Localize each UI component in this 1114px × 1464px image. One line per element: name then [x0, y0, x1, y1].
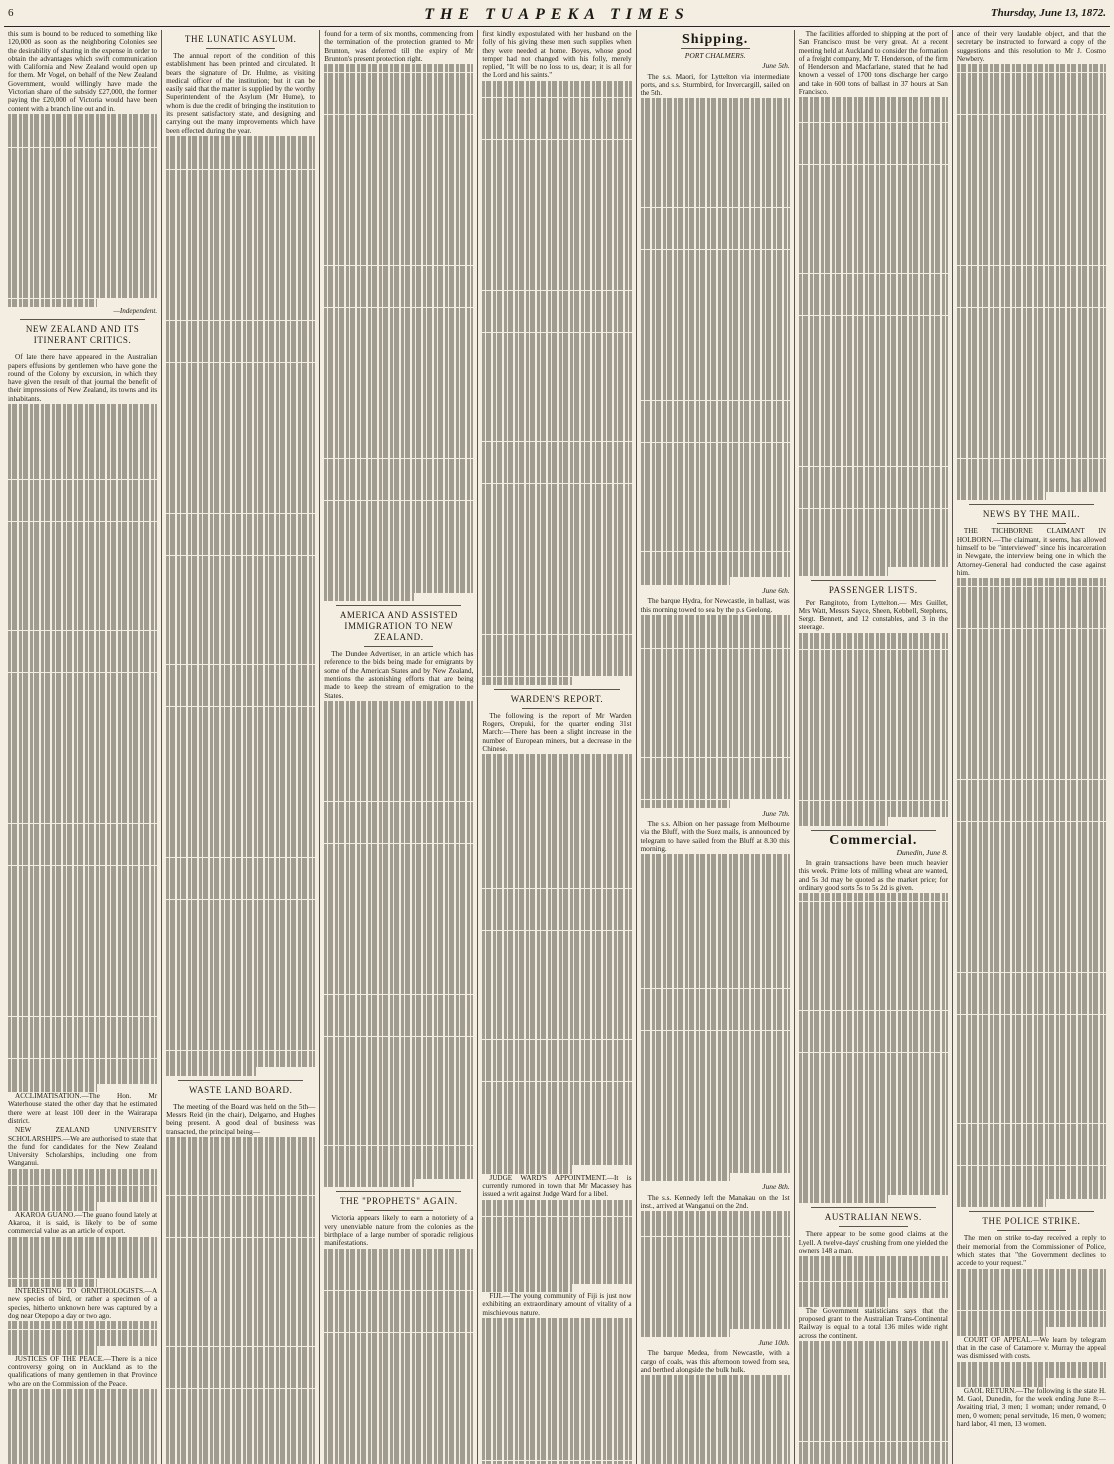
- column-3: [320, 30, 478, 1464]
- text-block: [799, 1341, 948, 1464]
- text-block: [324, 1249, 473, 1464]
- text-block: [8, 1321, 157, 1354]
- article-heading: AUSTRALIAN NEWS.: [824, 1212, 922, 1223]
- news-item: COURT OF APPEAL.—We learn by telegram that in the case of Catamore v. Murray the appeal was dismissed with costs.: [956, 1335, 1106, 1361]
- news-item: INTERESTING TO ORNITHOLOGISTS.—A new species of bird, or rather a specimen of a species, hitherto unknown here was captured by a dog near Otepopo a day or two ago.: [8, 1286, 158, 1320]
- divider: [178, 1080, 303, 1081]
- article-heading: THE "PROPHETS" AGAIN.: [339, 1196, 458, 1207]
- text-block: [8, 404, 157, 1092]
- news-item: NEW ZEALAND UNIVERSITY SCHOLARSHIPS.—We are authorised to state that the fund for candidates for the New Zealand University Scholarships, including one from Wanganui.: [8, 1126, 158, 1168]
- divider: [206, 1099, 275, 1100]
- article-text: The annual report of the condition of this establishment has been printed and circulated. It bears the signature of Dr. Hulme, as visiting medical officer of the institution; but it can be easily said that the matter is supplied by the worthy Superintendent of the Asylum (Mr Hume), to whom is due the credit of bringing the institution to its present satisfactory state, and designing and carrying out the many improvements which have been effected during the year.: [166, 52, 316, 135]
- text-block: [482, 1318, 631, 1464]
- text-block: [324, 64, 473, 601]
- text-block: [957, 1362, 1106, 1387]
- dateline: June 10th.: [758, 1338, 790, 1348]
- column-4: [478, 30, 636, 1464]
- divider: [969, 504, 1094, 505]
- news-item: FIJI.—The young community of Fiji is just now exhibiting an extraordinary amount of vitality of a mischievous nature.: [482, 1292, 632, 1317]
- text-block: [641, 1375, 790, 1464]
- column-6: [795, 30, 953, 1464]
- article-text: ance of their very laudable object, and that the secretary be instructed to forward a copy of the suggestions and this resolution to Mr J. Cosmo Newbery.: [956, 30, 1106, 63]
- news-item: JUSTICES OF THE PEACE.—There is a nice controversy going on in Auckland as to the qualifications of many gentlemen in that Province who are on the Commission of the Peace.: [8, 1354, 158, 1388]
- article-heading: NEWS BY THE MAIL.: [982, 509, 1081, 520]
- text-block: [641, 615, 790, 808]
- dateline: June 7th.: [762, 808, 790, 818]
- shipping-item: The barque Hydra, for Newcastle, in ballast, was this morning towed to sea by the p.s Geelong.: [640, 597, 790, 614]
- divider: [969, 1211, 1094, 1212]
- section-subheading: PORT CHALMERS.: [684, 51, 746, 60]
- text-block: [482, 81, 631, 685]
- text-block: [641, 98, 790, 585]
- article-text: Victoria appears likely to earn a notoriety of a very unenviable nature from the colonies as the birthplace of a large number of sporadic religious manifestations.: [324, 1214, 474, 1248]
- divider: [997, 1230, 1066, 1231]
- masthead: [4, 4, 1110, 27]
- divider: [206, 48, 275, 49]
- article-heading: AMERICA AND ASSISTED IMMIGRATION TO NEW ZEALAND.: [339, 610, 458, 643]
- news-item: The Government statisticians says that the proposed grant to the Australian Trans-Continental Railway is equal to a total 136 miles wide right across the continent.: [798, 1306, 948, 1340]
- column-7: [953, 30, 1110, 1464]
- article-text: The meeting of the Board was held on the 5th—Messrs Reid (in the chair), Delgarno, and Hughes being present. A good deal of business was transacted, the principal being—: [166, 1102, 316, 1136]
- divider: [336, 605, 461, 606]
- divider: [811, 580, 936, 581]
- text-block: [641, 1211, 790, 1337]
- passenger-list: Per Rangitoto, from Lyttelton.— Mrs Guillet, Mrs Watt, Messrs Sayce, Sheen, Kebbell, Stephens, Sergt. Bennett, and 12 constables, and 3 in the steerage.: [798, 598, 948, 632]
- column-2: [162, 30, 320, 1464]
- article-text: this sum is bound to be reduced to something like 120,000 as soon as the neighboring Colonies see the desirability of sharing in the expense in order to obtain the advantages which swift communication with California and New Zealand would open up for them. Mr Vogel, on behalf of the New Zealand Government, would willingly have made the Victorian share of the subsidy £27,000, the former paying the £20,000 of Victoria would have been content with a branch line out and in.: [8, 30, 158, 113]
- shipping-item: The s.s. Maori, for Lyttelton via intermediate ports, and s.s. Sturmbird, for Invercargill, sailed on the 5th.: [640, 72, 790, 98]
- article-text: THE TICHBORNE CLAIMANT IN HOLBORN.—The claimant, it seems, has allowed himself to be "interviewed" since his incarceration in Newgate, the interview being one in which the Attorney-General had conducted the case against him.: [956, 527, 1106, 577]
- article-text: The following is the report of Mr Warden Rogers, Orepuki, for the quarter ending 31st March:—There has been a slight increase in the number of European miners, but a decrease in the Chinese.: [482, 711, 632, 753]
- divider: [839, 1226, 908, 1227]
- masthead-title: THE TUAPEKA TIMES: [424, 6, 690, 23]
- text-block: [799, 97, 948, 575]
- text-block: [8, 1389, 157, 1464]
- text-block: [799, 893, 948, 1203]
- text-block: [799, 1256, 948, 1306]
- shipping-item: The s.s. Albion on her passage from Melbourne via the Bluff, with the Suez mails, is announced by telegram to have sailed from the Bluff at 8.30 this morning.: [640, 820, 790, 854]
- divider: [522, 708, 591, 709]
- divider: [20, 319, 145, 320]
- text-block: [166, 1137, 315, 1464]
- news-item: AKAROA GUANO.—The guano found lately at Akaroa, it is said, is likely to be of some commercial value as an article of export.: [8, 1210, 158, 1236]
- divider: [811, 830, 936, 831]
- article-text: The men on strike to-day received a reply to their memorial from the Commissioner of Police, which states that "the Government declines to accede to your request.": [956, 1234, 1106, 1268]
- text-block: [482, 1200, 631, 1292]
- text-block: [166, 136, 315, 1076]
- divider: [364, 646, 433, 647]
- dateline: June 6th.: [762, 586, 790, 596]
- article-heading: THE POLICE STRIKE.: [982, 1216, 1081, 1227]
- article-heading: WARDEN'S REPORT.: [510, 693, 604, 704]
- source-credit: —Independent.: [113, 306, 158, 315]
- divider: [336, 1191, 461, 1192]
- news-item: JUDGE WARD'S APPOINTMENT.—It is currently rumored in town that Mr Macassey has issued a writ against Judge Ward for a libel.: [482, 1173, 632, 1199]
- divider: [681, 48, 750, 49]
- divider: [811, 1207, 936, 1208]
- article-text: The facilities afforded to shipping at the port of San Francisco must be very great. At a recent meeting held at Auckland to consider the formation of a freight company, Mr T. Henderson, of the firm of Henderson and Macfarlane, stated that he had known a vessel of 1700 tons discharge her cargo and take in 600 tons of ballast in 37 hours at San Francisco.: [798, 30, 948, 97]
- text-block: [641, 854, 790, 1181]
- text-block: [8, 1237, 157, 1287]
- news-item: GAOL RETURN.—The following is the state H. M. Gaol, Dunedin, for the week ending June 8:—Awaiting trial, 3 men; 1 woman; under remand, 0 men, 0 women; penal servitude, 16 men, 0 women; hard labor, 41 men, 13 women.: [956, 1386, 1106, 1428]
- divider: [494, 689, 619, 690]
- article-text: Of late there have appeared in the Australian papers effusions by gentlemen who have gone the round of the Colony by excursion, in which they have given the result of that journal the benefit of their impressions of New Zealand, its towns and its inhabitants.: [8, 353, 158, 403]
- article-text: found for a term of six months, commencing from the termination of the protection granted to Mr Brunton, was deferred till the expiry of Mr Brunton's present protection right.: [324, 30, 474, 63]
- column-1: [4, 30, 162, 1464]
- page-number: 6: [8, 7, 14, 19]
- columns: [4, 30, 1110, 1464]
- shipping-item: The barque Medea, from Newcastle, with a cargo of coals, was this afternoon towed from sea, and berthed alongside the bulk hulk.: [640, 1349, 790, 1374]
- text-block: [957, 64, 1106, 500]
- dateline: June 5th.: [762, 61, 790, 71]
- divider: [997, 523, 1066, 524]
- column-5: [637, 30, 795, 1464]
- text-block: [8, 114, 157, 307]
- text-block: [482, 754, 631, 1173]
- section-heading-shipping: Shipping.: [682, 32, 749, 47]
- text-block: [8, 1169, 157, 1211]
- market-report: In grain transactions have been much heavier this week. Prime lots of milling wheat are wanted, and 5s 3d may be quoted as the market price; for ordinary good sorts 5s to 5s 2d is given.: [798, 858, 948, 892]
- divider: [48, 349, 117, 350]
- text-block: [957, 578, 1106, 1207]
- masthead-date: Thursday, June 13, 1872.: [990, 7, 1106, 19]
- shipping-item: The s.s. Kennedy left the Manakau on the 1st inst., arrived at Wanganui on the 2nd.: [640, 1193, 790, 1211]
- divider: [364, 1210, 433, 1211]
- article-heading: NEW ZEALAND AND ITS ITINERANT CRITICS.: [25, 324, 140, 346]
- text-block: [324, 701, 473, 1188]
- dateline: Dunedin, June 8.: [896, 847, 948, 857]
- article-heading: THE LUNATIC ASYLUM.: [184, 34, 297, 44]
- article-heading: WASTE LAND BOARD.: [188, 1084, 293, 1095]
- section-heading-commercial: Commercial.: [829, 832, 918, 848]
- article-text: The Dundee Advertiser, in an article which has reference to the bids being made for emigrants by some of the American States and by New Zealand, mentions the astonishing efforts that are being made to keep the stream of emigration to the States.: [324, 650, 474, 700]
- text-block: [957, 1269, 1106, 1336]
- article-text: first kindly expostulated with her husband on the folly of his giving these men such supplies when they were needed at home. Boyes, whose good temper had not changed with his folly, merely replied, "It will be no loss to us, dear; it is all for the Lord and his saints.": [482, 30, 632, 80]
- article-heading: PASSENGER LISTS.: [828, 584, 918, 595]
- news-item: There appear to be some good claims at the Lyell. A twelve-days' crushing from one yielded the owners 148 a man.: [798, 1230, 948, 1256]
- dateline: June 8th.: [762, 1182, 790, 1192]
- text-block: [799, 633, 948, 826]
- news-item: ACCLIMATISATION.—The Hon. Mr Waterhouse stated the other day that he estimated there were at least 100 deer in the Wairarapa district.: [8, 1092, 158, 1125]
